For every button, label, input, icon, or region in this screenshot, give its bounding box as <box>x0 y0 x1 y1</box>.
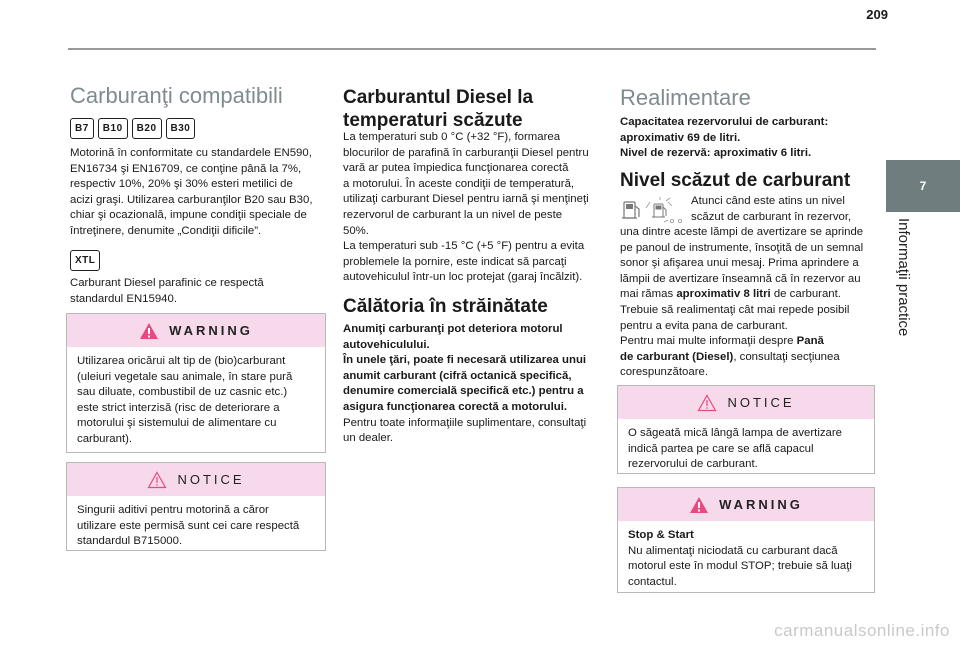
warning-box <box>66 313 326 453</box>
fuel-badge: B20 <box>132 118 162 139</box>
notice-box <box>66 462 326 551</box>
warning-text: Stop & Start Nu alimentaţi niciodată cu carburant dacă motorul este în modul STOP; trebuie să luaţi contactul. <box>628 529 852 588</box>
notice-box-fuel-arrow <box>617 385 875 474</box>
section-title-low-temperature: Carburantul Diesel la temperaturi scăzute <box>343 87 534 131</box>
warning-label: WARNING <box>169 323 253 338</box>
warning-text: Utilizarea oricărui alt tip de (bio)carburant (uleiuri vegetale sau animale, în stare pură sau diluate, combustibil de uz casnic etc.) este strict interzisă (risc de deteriorare a motorului şi sistemului de alimentare cu carburant). <box>77 355 293 445</box>
notice-label: NOTICE <box>177 472 245 487</box>
notice-triangle-icon <box>147 471 167 489</box>
section-title-low-fuel: Nivel scăzut de carburant <box>620 170 851 191</box>
warning-box-stop-start <box>617 487 875 593</box>
fuel-badge: B30 <box>166 118 196 139</box>
notice-text: Singurii aditivi pentru motorină a căror utilizare este permisă sunt cei care respectă standardul B715000. <box>77 504 300 548</box>
top-rule <box>68 48 876 50</box>
notice-label: NOTICE <box>727 395 795 410</box>
travel-abroad-text: Anumiţi carburanţi pot deteriora motorul autovehiculului. În unele ţări, poate fi necesară utilizarea unui anumit carburant (cifră octanică specifică, denumire comercială specifică etc.) pentru a asigura funcţionarea corectă a motorului. Pentru toate informaţiile suplimentare, consultaţi un dealer. <box>343 323 587 445</box>
section-title-refuelling: Realimentare <box>620 85 751 110</box>
fuel-badge: B10 <box>98 118 128 139</box>
low-fuel-intro-text: Atunci când este atins un nivel scăzut de carburant în rezervor, <box>691 195 852 223</box>
section-title-compatible-fuels: Carburanţi compatibili <box>70 83 283 108</box>
section-title-travel-abroad: Călătoria în străinătate <box>343 296 548 317</box>
warning-triangle-icon <box>139 322 159 340</box>
warning-label: WARNING <box>719 497 803 512</box>
chapter-tab[interactable]: 7 <box>886 160 960 212</box>
fuel-badges <box>70 118 195 139</box>
chapter-title: Informaţii practice <box>895 218 912 337</box>
low-fuel-text: una dintre aceste lămpi de avertizare se aprinde pe panoul de instrumente, însoţită de un semnal sonor şi afişarea unui mesaj. Prima aprindere a lămpii de avertizare înseamnă că în rezervor au mai rămas aproximativ 8 litri de carburant. Trebuie să realimentaţi cât mai repede posibil pentru a evita pana de carburant. Pentru mai multe informaţii despre Pană de carburant (Diesel), consultaţi secţiunea corespunzătoare. <box>620 226 864 379</box>
notice-header <box>67 463 325 496</box>
fuel-badge: B7 <box>70 118 94 139</box>
warning-header <box>618 488 874 521</box>
watermark: carmanualsonline.info <box>774 621 950 640</box>
notice-triangle-icon <box>697 394 717 412</box>
xtl-text: Carburant Diesel parafinic ce respectă standardul EN15940. <box>70 277 264 305</box>
compatible-fuels-text: Motorină în conformitate cu standardele EN590, EN16734 şi EN16709, ce conţine până la 7%, respectiv 10%, 20% şi 30% esteri metilici de acizi graşi. Utilizarea carburanţilor B20 sau B30, chiar şi ocazională, impune condiţii speciale de întreţinere, denumite „Condiţii dificile”. <box>70 147 313 237</box>
warning-triangle-icon <box>689 496 709 514</box>
low-temperature-text: La temperaturi sub 0 °C (+32 °F), formarea blocurilor de parafină în carburanţii Diesel pentru vară ar putea împiedica funcţionarea corectă a motorului. În aceste condiţii de temperatură, utilizaţi carburant Diesel pentru iarnă şi menţineţi rezervorul de carburant la un nivel de peste 50%. La temperaturi sub -15 °C (+5 °F) pentru a evita problemele la pornire, este indicat să parcaţi autovehiculul într-un loc protejat (garaj încălzit). <box>343 131 589 284</box>
warning-header <box>67 314 325 347</box>
fuel-warning-lamp-icon <box>620 196 688 226</box>
tank-capacity-text: Capacitatea rezervorului de carburant: aproximativ 69 de litri. Nivel de rezervă: aproximativ 6 litri. <box>620 116 829 160</box>
notice-text: O săgeată mică lângă lampa de avertizare indică partea pe care se află capacul rezervorului de carburant. <box>628 427 843 471</box>
xtl-badge-row <box>70 250 100 271</box>
fuel-badge-xtl: XTL <box>70 250 100 271</box>
page-number: 209 <box>866 7 888 22</box>
notice-header <box>618 386 874 419</box>
